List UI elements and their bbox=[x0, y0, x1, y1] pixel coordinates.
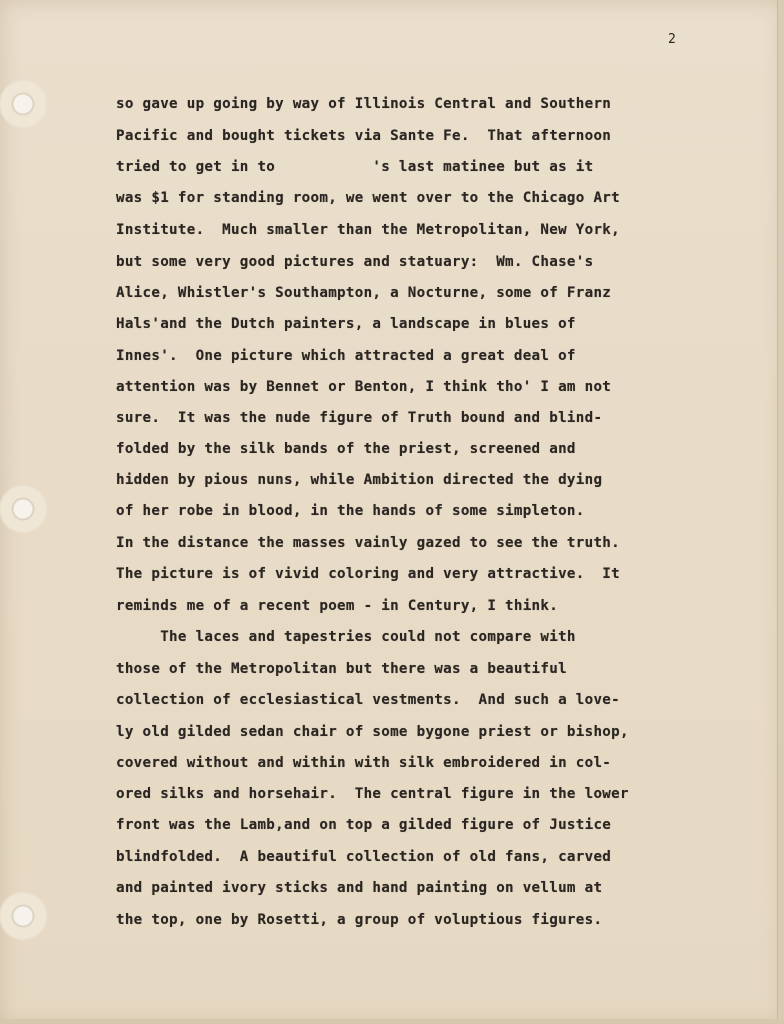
text-line: the top, one by Rosetti, a group of voluptious figures. bbox=[116, 912, 603, 928]
text-line: The laces and tapestries could not compare with bbox=[116, 629, 576, 645]
text-line: so gave up going by way of Illinois Central and Southern bbox=[116, 96, 612, 112]
text-line: hidden by pious nuns, while Ambition directed the dying bbox=[116, 472, 603, 488]
text-line: Alice, Whistler's Southampton, a Nocturne, some of Franz bbox=[116, 285, 612, 301]
paper-right-edge bbox=[777, 0, 784, 1024]
text-line: reminds me of a recent poem - in Century, I think. bbox=[116, 598, 559, 614]
text-line: In the distance the masses vainly gazed to see the truth. bbox=[116, 535, 620, 551]
punch-hole-bottom bbox=[0, 891, 48, 941]
text-line: covered without and within with silk embroidered in col- bbox=[116, 755, 612, 771]
text-line: Pacific and bought tickets via Sante Fe. That afternoon bbox=[116, 128, 612, 144]
text-line: attention was by Bennet or Benton, I think tho' I am not bbox=[116, 379, 612, 395]
text-line: was $1 for standing room, we went over to the Chicago Art bbox=[116, 190, 620, 206]
text-line: but some very good pictures and statuary: Wm. Chase's bbox=[116, 254, 594, 270]
text-line: of her robe in blood, in the hands of some simpleton. bbox=[116, 503, 585, 519]
paper-bottom-edge bbox=[0, 1019, 784, 1024]
text-line: collection of ecclesiastical vestments. And such a love- bbox=[116, 692, 620, 708]
text-line: ly old gilded sedan chair of some bygone priest or bishop, bbox=[116, 724, 629, 740]
punch-hole-top bbox=[0, 79, 48, 129]
text-line: ored silks and horsehair. The central figure in the lower bbox=[116, 786, 629, 802]
text-line: folded by the silk bands of the priest, screened and bbox=[116, 441, 576, 457]
text-line: tried to get in to 's last matinee but as it bbox=[116, 159, 594, 175]
text-line: and painted ivory sticks and hand painting on vellum at bbox=[116, 880, 603, 896]
punch-hole-middle bbox=[0, 484, 48, 534]
text-line: those of the Metropolitan but there was a beautiful bbox=[116, 661, 567, 677]
page-number: 2 bbox=[668, 32, 676, 47]
text-line: blindfolded. A beautiful collection of old fans, carved bbox=[116, 849, 612, 865]
text-line: Institute. Much smaller than the Metropolitan, New York, bbox=[116, 222, 620, 238]
text-line: front was the Lamb,and on top a gilded figure of Justice bbox=[116, 817, 612, 833]
text-line: The picture is of vivid coloring and very attractive. It bbox=[116, 566, 620, 582]
text-line: Hals'and the Dutch painters, a landscape in blues of bbox=[116, 316, 576, 332]
text-line: sure. It was the nude figure of Truth bound and blind- bbox=[116, 410, 603, 426]
text-line: Innes'. One picture which attracted a great deal of bbox=[116, 348, 576, 364]
